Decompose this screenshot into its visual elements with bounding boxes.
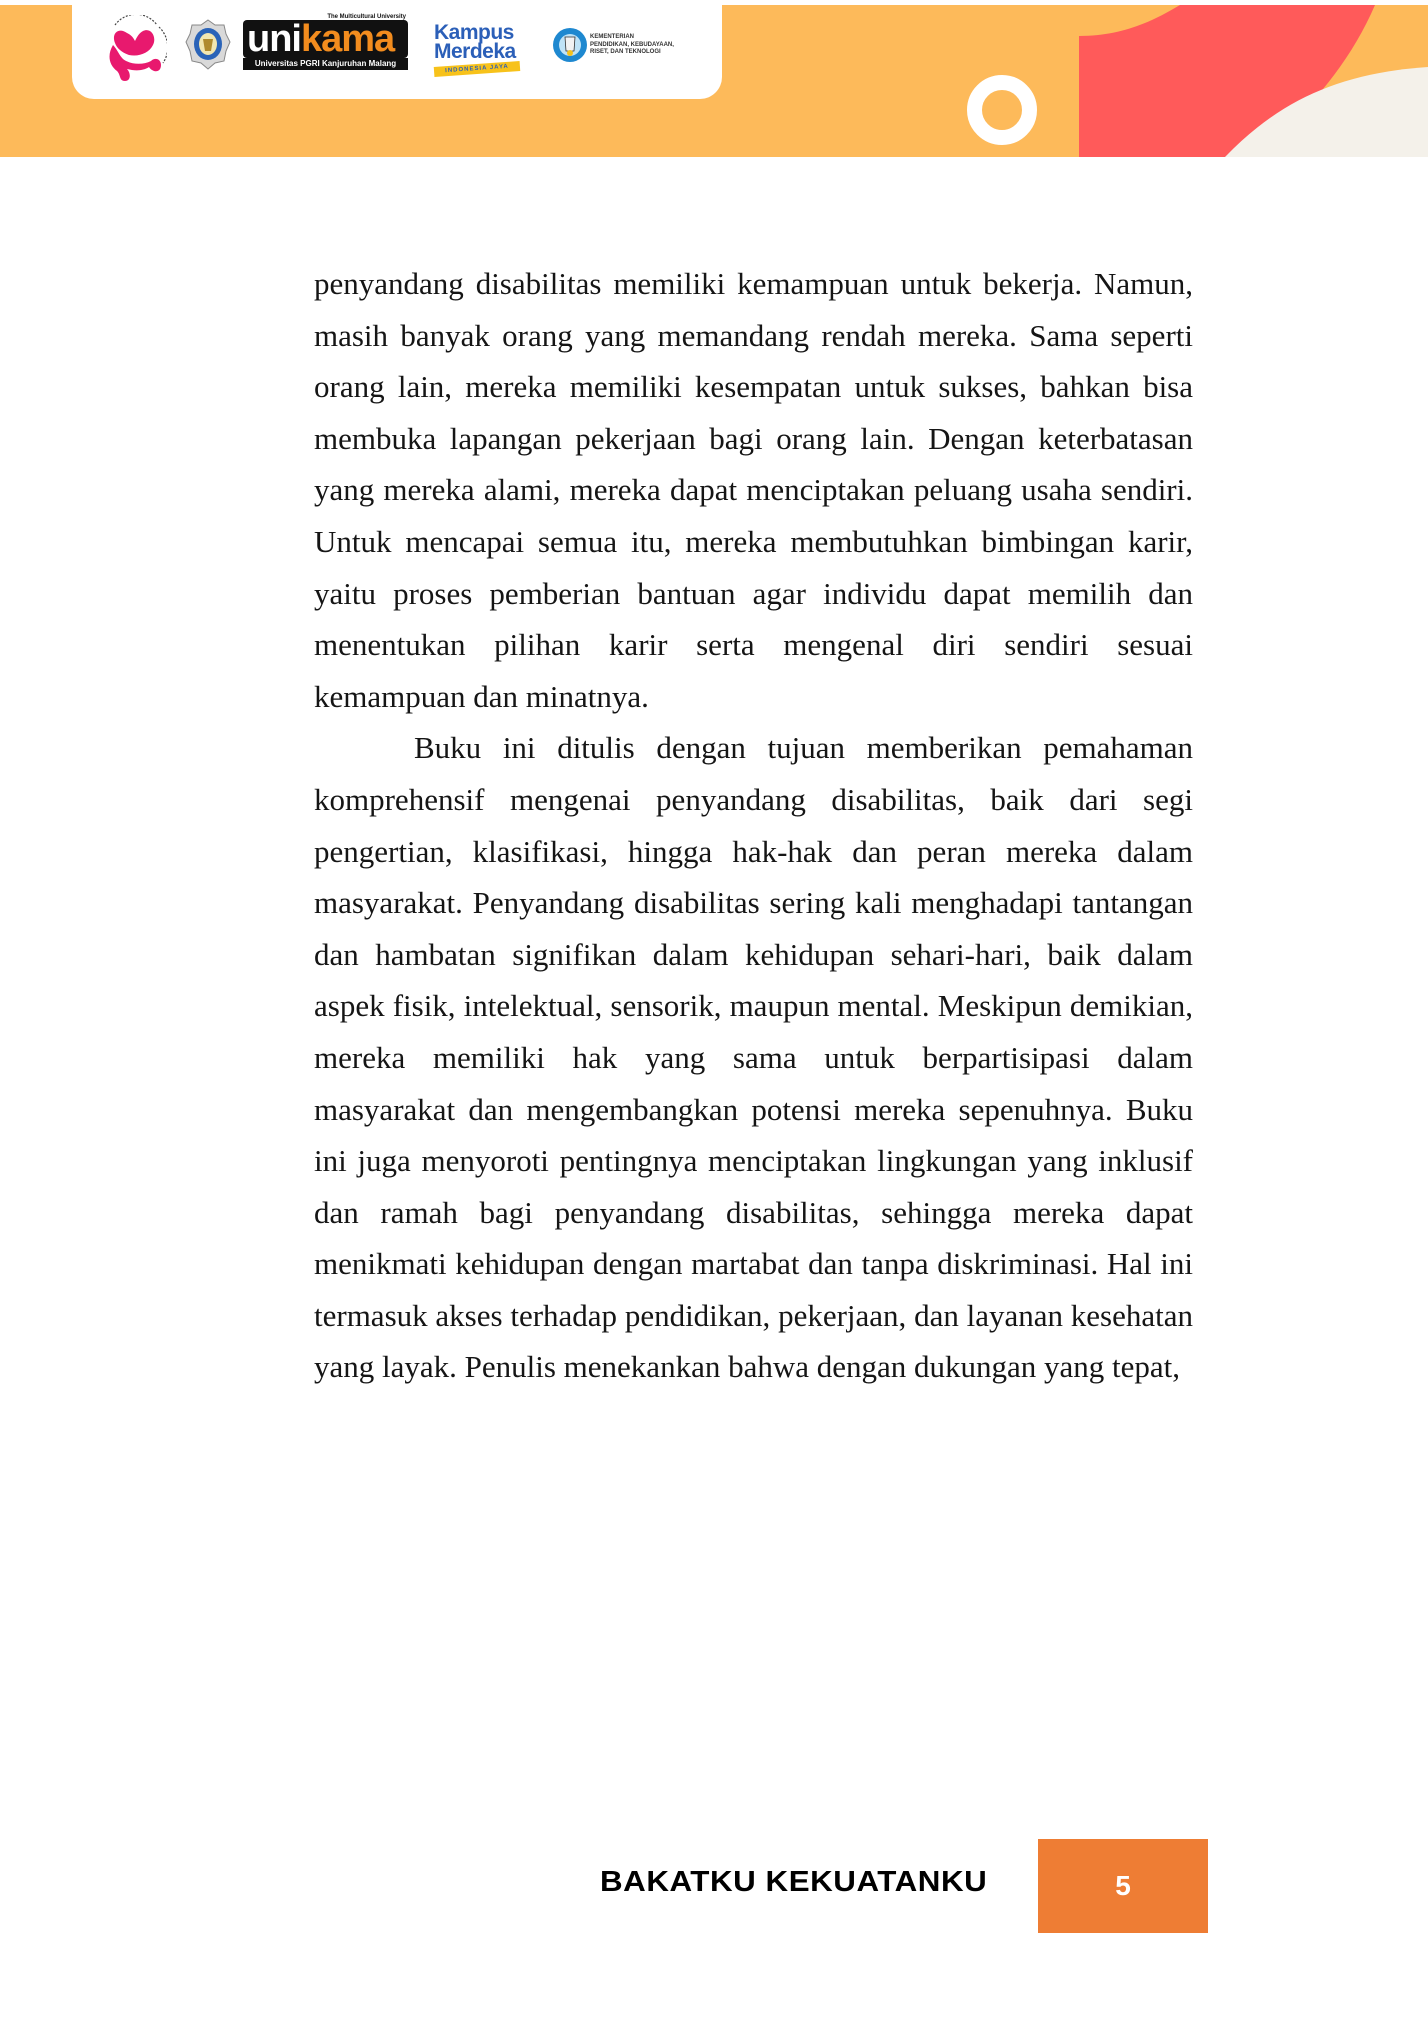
kemendikbud-line3: RISET, DAN TEKNOLOGI	[590, 49, 661, 55]
header-band	[0, 5, 1428, 157]
unikama-tagline: The Multicultural University	[327, 14, 406, 20]
kampus-merdeka-ribbon: INDONESIA JAYA	[434, 61, 520, 77]
paragraph-1: penyandang disabilitas memiliki kemampuan untuk bekerja. Namun, masih banyak orang yang memandang rendah mereka. Sama seperti orang lain, mereka memiliki kesempatan untuk sukses, bahkan bisa membuka lapangan pekerjaan bagi orang lain. Dengan keterbatasan yang mereka alami, mereka dapat menciptakan peluang usaha sendiri. Untuk mencapai semua itu, mereka membutuhkan bimbingan karir, yaitu proses pemberian bantuan agar individu dapat memilih dan menentukan pilihan karir serta mengenal diri sendiri sesuai kemampuan dan minatnya.	[314, 266, 1193, 714]
pink-community-logo	[105, 15, 167, 85]
logo-card	[72, 5, 722, 99]
book-title-footer: BAKATKU KEKUATANKU	[600, 1866, 988, 1898]
kemendikbud-logo	[552, 27, 692, 67]
page-number: 5	[1115, 1870, 1131, 1901]
unikama-subtitle: Universitas PGRI Kanjuruhan Malang	[243, 58, 408, 70]
unikama-wordmark: unikama	[243, 20, 408, 58]
kemendikbud-line2: PENDIDIKAN, KEBUDAYAAN,	[590, 41, 674, 48]
paragraph-2: Buku ini ditulis dengan tujuan memberikan pemahaman komprehensif mengenai penyandang disabilitas, baik dari segi pengertian, klasifikasi, hingga hak-hak dan peran mereka dalam masyarakat. Penyandang disabilitas sering kali menghadapi tantangan dan hambatan signifikan dalam kehidupan sehari-hari, baik dalam aspek fisik, intelektual, sensorik, maupun mental. Meskipun demikian, mereka memiliki hak yang sama untuk berpartisipasi dalam masyarakat dan mengembangkan potensi mereka sepenuhnya. Buku ini juga menyoroti pentingnya menciptakan lingkungan yang inklusif dan ramah bagi penyandang disabilitas, sehingga mereka dapat menikmati kehidupan dengan martabat dan tanpa diskriminasi. Hal ini termasuk akses terhadap pendidikan, pekerjaan, dan layanan kesehatan yang layak. Penulis menekankan bahwa dengan dukungan yang tepat,	[314, 730, 1193, 1385]
tut-wuri-emblem-icon	[552, 27, 588, 63]
kampus-merdeka-line2: Merdeka	[434, 40, 516, 63]
ring-decoration	[975, 83, 1030, 138]
page-number-box	[1038, 1839, 1208, 1933]
unikama-logo	[243, 14, 408, 72]
kampus-merdeka-logo	[434, 23, 530, 85]
kemendikbud-line1: KEMENTERIAN	[590, 34, 635, 40]
pgri-seal-logo	[185, 19, 231, 71]
kampus-merdeka-line1: Kampus	[434, 21, 514, 44]
body-text	[314, 258, 1193, 1393]
